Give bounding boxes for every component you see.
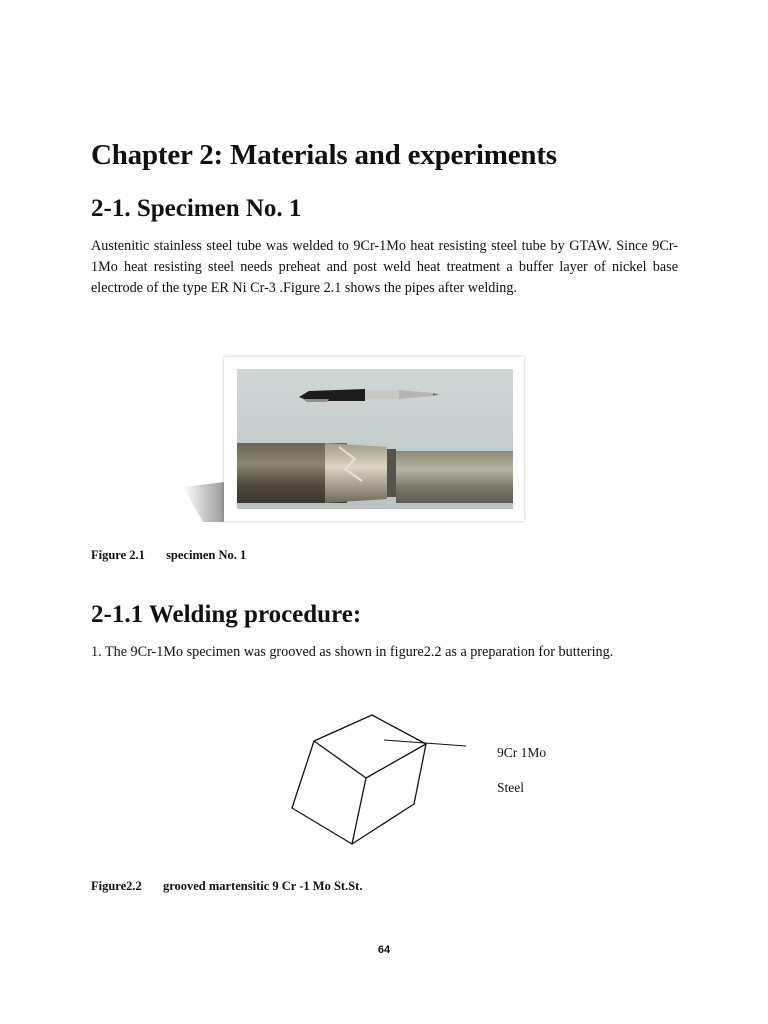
welded-pipes <box>237 443 513 503</box>
subsection-paragraph: 1. The 9Cr-1Mo specimen was grooved as shown in figure2.2 as a preparation for buttering. <box>91 644 614 660</box>
figure-2-2-text: grooved martensitic 9 Cr -1 Mo St.St. <box>162 879 363 893</box>
figure-2-1-photo-frame <box>224 357 524 521</box>
specimen-photo <box>237 369 513 509</box>
figure-2-2-label-line1: 9Cr 1Mo <box>497 745 547 760</box>
figure-2-1-number: Figure 2.1 <box>91 548 145 562</box>
figure-2-1-text: specimen No. 1 <box>166 548 247 562</box>
subsection-title: 2-1.1 Welding procedure: <box>91 601 362 628</box>
grooved-block-sketch <box>286 708 476 848</box>
page-number: 64 <box>377 944 391 956</box>
figure-2-2-caption <box>91 879 362 894</box>
figure-2-2-label-line2: Steel <box>497 780 524 795</box>
section-title: 2-1. Specimen No. 1 <box>91 195 302 222</box>
figure-2-1-caption <box>91 548 246 563</box>
section-paragraph: Austenitic stainless steel tube was welded to 9Cr-1Mo heat resisting steel tube by GTAW. Since 9Cr-1Mo heat resisting steel needs preheat and post weld heat treatment a buffer layer of nickel base electrode of the type ER Ni Cr-3 .Figure 2.1 shows the pipes after welding. <box>91 238 678 296</box>
chapter-title: Chapter 2: Materials and experiments <box>91 139 557 171</box>
figure-2-2-number: Figure2.2 <box>91 879 142 893</box>
